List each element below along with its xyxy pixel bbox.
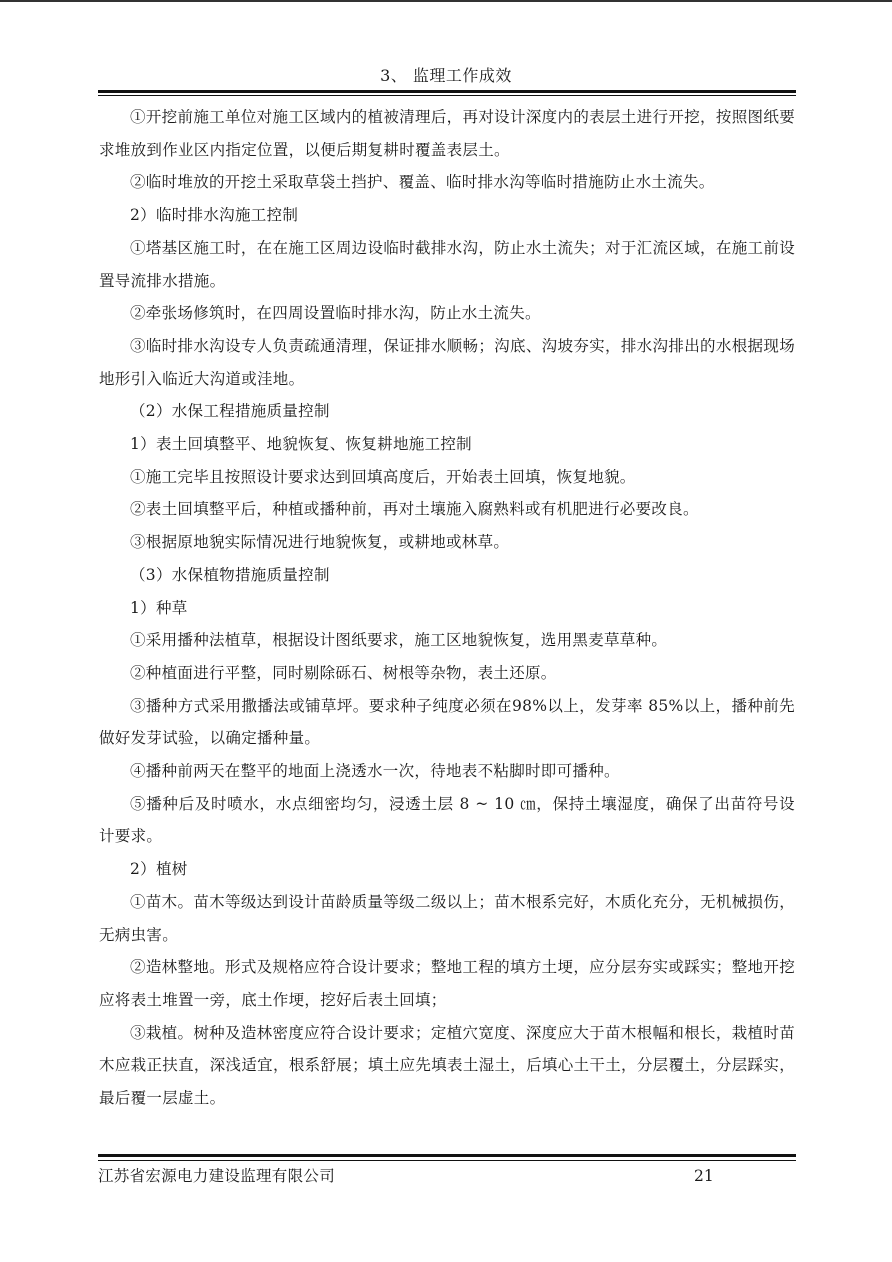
page-number: 21 xyxy=(694,1167,714,1185)
paragraph: ⑤播种后及时喷水，水点细密均匀，浸透土层 8 ~ 10 ㎝，保持土壤湿度，确保了出苗符号设计要求。 xyxy=(99,794,795,846)
page-header-title: 3、 监理工作成效 xyxy=(380,66,512,85)
paragraph: ②牵张场修筑时，在四周设置临时排水沟，防止水土流失。 xyxy=(130,304,541,323)
paragraph: ②造林整地。形式及规格应符合设计要求；整地工程的填方土埂，应分层夯实或踩实；整地开挖应将表土堆置一旁，底土作埂，挖好后表土回填； xyxy=(99,958,795,1009)
paragraph: ③播种方式采用撒播法或铺草坪。要求种子纯度必须在98%以上，发芽率 85%以上，播种前先做好发芽试验，以确定播种量。 xyxy=(99,696,795,748)
header-rule-thick xyxy=(98,90,796,93)
paragraph: ②种植面进行平整，同时剔除砾石、树根等杂物，表土还原。 xyxy=(130,663,557,682)
paragraph: ②临时堆放的开挖土采取草袋土挡护、覆盖、临时排水沟等临时措施防止水土流失。 xyxy=(130,173,715,192)
paragraph: ①开挖前施工单位对施工区域内的植被清理后，再对设计深度内的表层土进行开挖，按照图纸要求堆放到作业区内指定位置，以便后期复耕时覆盖表层土。 xyxy=(99,108,795,159)
footer-company-name: 江苏省宏源电力建设监理有限公司 xyxy=(98,1167,336,1185)
paragraph: ③临时排水沟设专人负责疏通清理，保证排水顺畅；沟底、沟坡夯实，排水沟排出的水根据现场地形引入临近大沟道或洼地。 xyxy=(99,336,795,388)
paragraph: ①施工完毕且按照设计要求达到回填高度后，开始表土回填，恢复地貌。 xyxy=(130,467,636,486)
section-heading: （3）水保植物措施质量控制 xyxy=(130,565,330,584)
page-top-border xyxy=(0,0,892,2)
subsection-heading: 2）植树 xyxy=(130,860,188,879)
subsection-heading: 1）种草 xyxy=(130,598,188,617)
paragraph: ①采用播种法植草，根据设计图纸要求，施工区地貌恢复，选用黑麦草草种。 xyxy=(130,631,668,650)
footer-rule-thick xyxy=(98,1154,796,1157)
footer-rule-thin xyxy=(98,1160,796,1161)
paragraph: ②表土回填整平后，种植或播种前，再对土壤施入腐熟料或有机肥进行必要改良。 xyxy=(130,500,699,519)
paragraph: ①塔基区施工时，在在施工区周边设临时截排水沟，防止水土流失；对于汇流区域，在施工前设置导流排水措施。 xyxy=(99,238,795,290)
document-body xyxy=(99,101,795,1115)
paragraph: ①苗木。苗木等级达到设计苗龄质量等级二级以上；苗木根系完好，木质化充分，无机械损伤，无病虫害。 xyxy=(99,892,795,944)
subsection-heading: 1）表土回填整平、地貌恢复、恢复耕地施工控制 xyxy=(130,435,472,454)
subsection-heading: 2）临时排水沟施工控制 xyxy=(130,206,299,225)
section-heading: （2）水保工程措施质量控制 xyxy=(130,402,330,421)
paragraph: ③栽植。树种及造林密度应符合设计要求；定植穴宽度、深度应大于苗木根幅和根长，栽植时苗木应栽正扶直，深浅适宜，根系舒展；填土应先填表土湿土，后填心土干土，分层覆土，分层踩实，最后覆一层虚土。 xyxy=(99,1023,795,1108)
paragraph: ③根据原地貌实际情况进行地貌恢复，或耕地或林草。 xyxy=(130,533,510,552)
header-rule-thin xyxy=(98,95,796,96)
paragraph: ④播种前两天在整平的地面上浇透水一次，待地表不粘脚时即可播种。 xyxy=(130,762,620,781)
